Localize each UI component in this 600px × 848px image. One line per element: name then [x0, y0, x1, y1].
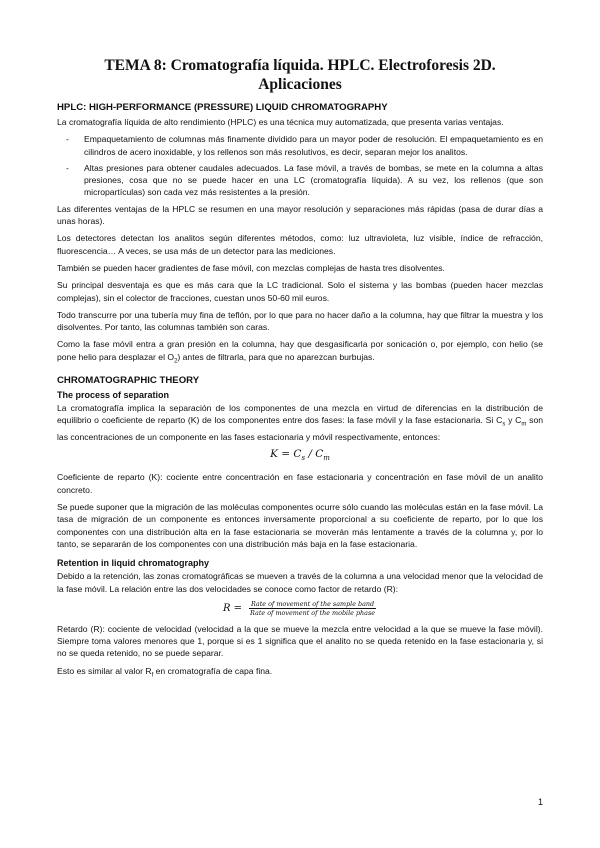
- section-heading-hplc: HPLC: HIGH-PERFORMANCE (PRESSURE) LIQUID CHROMATOGRAPHY: [57, 102, 388, 113]
- title-line-1: TEMA 8: Cromatografía líquida. HPLC. Electroforesis 2D.: [104, 57, 496, 74]
- paragraph: También se pueden hacer gradientes de fase móvil, con mezclas complejas de hasta tres disolventes.: [57, 262, 445, 273]
- document-page: [57, 56, 543, 687]
- document-title: [57, 56, 543, 94]
- title-line-2: Aplicaciones: [258, 76, 342, 93]
- fraction-denominator: Rate of movement of the mobile phase: [250, 608, 376, 617]
- paragraph: Coeficiente de reparto (K): cociente entre concentración en fase estacionaria y concentración en fase móvil de un analito concreto.: [57, 472, 543, 495]
- page-number: 1: [537, 797, 543, 807]
- fraction: [248, 600, 377, 617]
- subheading-retention: Retention in liquid chromatography: [57, 558, 210, 569]
- equation-partition-coefficient: $K = C_s / C_m$: [270, 448, 330, 463]
- paragraph: La cromatografía implica la separación de los componentes de una mezcla en virtud de diferencias en la distribución de equilibrio o coeficiente de reparto (K) de los componentes entre dos fases: la fase móvil y la fase estacionaria. Si $C_s$ y $C_m$ son las concentraciones de un componente en las fases estacionaria y móvil respectivamente, entonces:: [57, 402, 544, 443]
- section-heading-theory: CHROMATOGRAPHIC THEORY: [57, 374, 200, 386]
- paragraph: Su principal desventaja es que es más cara que la LC tradicional. Solo el sistema y las bombas (pueden hacer mezclas complejas), sin el colector de fracciones, cuestan unos 50-60 mil euros.: [57, 280, 543, 303]
- hplc-intro: La cromatografía líquida de alto rendimiento (HPLC) es una técnica muy automatizada, que presenta varias ventajas.: [57, 117, 504, 127]
- fraction-numerator: Rate of movement of the sample band: [250, 599, 375, 608]
- subheading-separation: The process of separation: [57, 389, 170, 400]
- dash-bullet: -: [66, 134, 69, 145]
- paragraph: Debido a la retención, las zonas cromatográficas se mueven a través de la columna a una velocidad menor que la velocidad de la fase móvil. La relación entre las dos velocidades se conoce como factor de retardo (R):: [57, 571, 543, 594]
- dash-bullet: -: [66, 162, 69, 173]
- paragraph: Todo transcurre por una tubería muy fina de teflón, por lo que para no hacer daño a la columna, hay que filtrar la muestra y los disolventes. Por tanto, las columnas también son caras.: [57, 309, 543, 333]
- equation-retardation-factor: R = $\frac{\text{Rate of movement of the sample band}}{\text{Rate of movement of the mobile phase}}$: [222, 599, 376, 617]
- paragraph: Como la fase móvil entra a gran presión en la columna, hay que desgasificarla por sonicación o, por ejemplo, con helio (se pone helio para desplazar el $O_2$) antes de filtrarla, para que no aparezcan burbujas.: [57, 339, 543, 365]
- hplc-advantages-list: [57, 133, 543, 198]
- paragraph: Se puede suponer que la migración de las moléculas componentes ocurre sólo cuando las moléculas están en la fase móvil. La tasa de migración de un componente es entonces inversamente proporcional a su coeficiente de reparto, por lo que los componentes con una distribución alta en la fase estacionaria se moverán más lentamente a través de la columna y, por lo tanto, se separarán de los componentes con una distribución más baja en la fase estacionaria.: [57, 502, 543, 549]
- paragraph: Retardo (R): cociente de velocidad (velocidad a la que se mueve la mezcla entre velocidad a la que se mueve la fase móvil). Siempre toma valores menores que 1, porque si es 1 significa que el analito no se queda retenido en la fase estacionaria y, si no se queda retenido, no se puede separar.: [57, 623, 543, 659]
- list-item: - Empaquetamiento de columnas más finamente dividido para un mayor poder de resolución. El empaquetamiento es en cilindros de acero inoxidable, y los rellenos son más resolutivos, es decir, separan mejor los analitos.: [66, 134, 543, 157]
- paragraph: Las diferentes ventajas de la HPLC se resumen en una mayor resolución y separaciones más rápidas (pasa de durar días a unas horas).: [57, 203, 543, 227]
- paragraph: Los detectores detectan los analitos según diferentes métodos, como: luz ultravioleta, luz visible, índice de refracción, fluorescencia… A veces, se usa más de un detector para las mediciones.: [57, 233, 543, 256]
- paragraph: Esto es similar al valor $R_f$ en cromatografía de capa fina.: [57, 665, 273, 679]
- list-item: - Altas presiones para obtener caudales adecuados. La fase móvil, a través de bombas, se mete en la columna a altas presiones, cosa que no se puede hacer en una LC (cromatografía líquida). A su vez, los rellenos (que son micropartículas) son cada vez más resistentes a la presión.: [66, 162, 543, 198]
